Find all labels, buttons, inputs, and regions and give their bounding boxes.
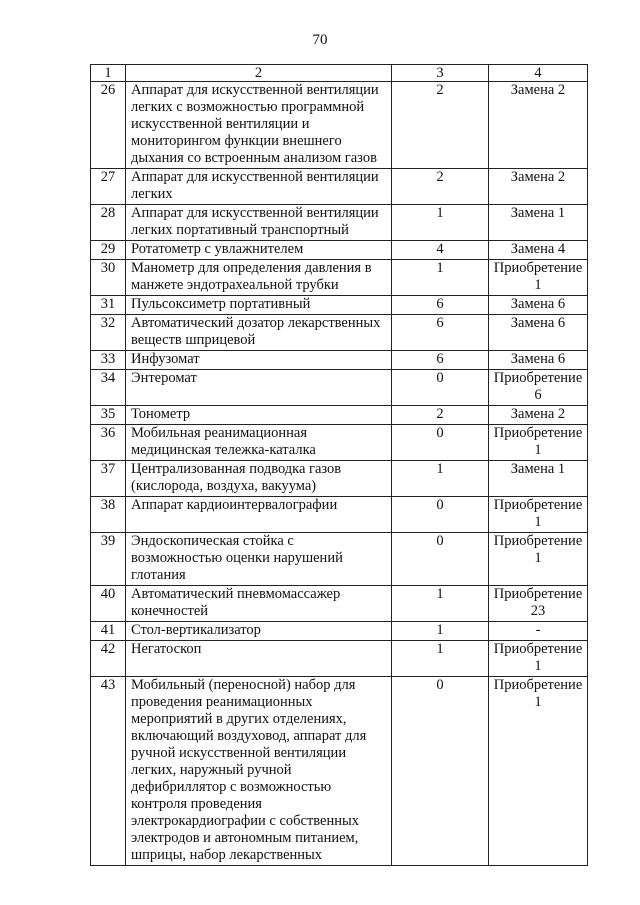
action-cell: Приобретение 1: [489, 677, 588, 866]
action-cell: Приобретение 23: [489, 586, 588, 622]
table-body: [91, 82, 588, 866]
action-cell: Замена 2: [489, 406, 588, 425]
action-cell: Замена 2: [489, 82, 588, 169]
equipment-name-cell: Мобильный (переносной) набор для проведения реанимационных мероприятий в других отделениях, включающий воздуховод, аппарат для ручной искусственной вентиляции легких, наружный ручной дефибриллятор с возможностью контроля проведения электрокардиографии с собственных электродов и автономным питанием, шприцы, набор лекарственных: [126, 677, 392, 866]
action-cell: Приобретение 6: [489, 370, 588, 406]
equipment-name-cell: Ротатометр с увлажнителем: [126, 241, 392, 260]
equipment-table: [90, 64, 588, 866]
header-col-4: 4: [489, 65, 588, 82]
equipment-name-cell: Автоматический дозатор лекарственных веществ шприцевой: [126, 315, 392, 351]
row-number-cell: 37: [91, 461, 126, 497]
row-number-cell: 39: [91, 533, 126, 586]
action-cell: Приобретение 1: [489, 497, 588, 533]
row-number-cell: 27: [91, 169, 126, 205]
row-number-cell: 28: [91, 205, 126, 241]
action-cell: Приобретение 1: [489, 425, 588, 461]
quantity-cell: 1: [392, 205, 489, 241]
equipment-name-cell: Стол-вертикализатор: [126, 622, 392, 641]
header-col-2: 2: [126, 65, 392, 82]
row-number-cell: 32: [91, 315, 126, 351]
table-row: [91, 677, 588, 866]
row-number-cell: 35: [91, 406, 126, 425]
quantity-cell: 4: [392, 241, 489, 260]
table-row: [91, 260, 588, 296]
row-number-cell: 31: [91, 296, 126, 315]
quantity-cell: 1: [392, 586, 489, 622]
table-row: [91, 641, 588, 677]
action-cell: Замена 2: [489, 169, 588, 205]
action-cell: Замена 6: [489, 296, 588, 315]
quantity-cell: 6: [392, 296, 489, 315]
equipment-name-cell: Аппарат кардиоинтервалографии: [126, 497, 392, 533]
row-number-cell: 38: [91, 497, 126, 533]
table-row: [91, 497, 588, 533]
row-number-cell: 41: [91, 622, 126, 641]
equipment-name-cell: Инфузомат: [126, 351, 392, 370]
table-row: [91, 622, 588, 641]
row-number-cell: 43: [91, 677, 126, 866]
action-cell: Замена 4: [489, 241, 588, 260]
quantity-cell: 2: [392, 406, 489, 425]
table-row: [91, 406, 588, 425]
table-row: [91, 315, 588, 351]
equipment-name-cell: Эндоскопическая стойка с возможностью оценки нарушений глотания: [126, 533, 392, 586]
equipment-name-cell: Мобильная реанимационная медицинская тележка-каталка: [126, 425, 392, 461]
row-number-cell: 36: [91, 425, 126, 461]
table-row: [91, 241, 588, 260]
action-cell: Замена 1: [489, 205, 588, 241]
row-number-cell: 34: [91, 370, 126, 406]
quantity-cell: 0: [392, 677, 489, 866]
row-number-cell: 26: [91, 82, 126, 169]
equipment-name-cell: Аппарат для искусственной вентиляции легких: [126, 169, 392, 205]
equipment-name-cell: Тонометр: [126, 406, 392, 425]
row-number-cell: 29: [91, 241, 126, 260]
quantity-cell: 2: [392, 169, 489, 205]
table-row: [91, 296, 588, 315]
equipment-name-cell: Аппарат для искусственной вентиляции легких портативный транспортный: [126, 205, 392, 241]
equipment-name-cell: Манометр для определения давления в манжете эндотрахеальной трубки: [126, 260, 392, 296]
row-number-cell: 40: [91, 586, 126, 622]
table-row: [91, 586, 588, 622]
quantity-cell: 1: [392, 260, 489, 296]
table-row: [91, 351, 588, 370]
quantity-cell: 6: [392, 351, 489, 370]
quantity-cell: 0: [392, 533, 489, 586]
quantity-cell: 0: [392, 425, 489, 461]
table-row: [91, 82, 588, 169]
quantity-cell: 0: [392, 497, 489, 533]
header-col-3: 3: [392, 65, 489, 82]
quantity-cell: 1: [392, 622, 489, 641]
table-row: [91, 205, 588, 241]
action-cell: -: [489, 622, 588, 641]
quantity-cell: 0: [392, 370, 489, 406]
action-cell: Приобретение 1: [489, 260, 588, 296]
equipment-name-cell: Централизованная подводка газов (кислорода, воздуха, вакуума): [126, 461, 392, 497]
equipment-name-cell: Пульсоксиметр портативный: [126, 296, 392, 315]
quantity-cell: 6: [392, 315, 489, 351]
action-cell: Замена 6: [489, 351, 588, 370]
table-row: [91, 169, 588, 205]
row-number-cell: 30: [91, 260, 126, 296]
quantity-cell: 1: [392, 461, 489, 497]
table-row: [91, 425, 588, 461]
equipment-name-cell: Аппарат для искусственной вентиляции легких с возможностью программной искусственной вентиляции и мониторингом функции внешнего дыхания со встроенным анализом газов: [126, 82, 392, 169]
header-col-1: 1: [91, 65, 126, 82]
action-cell: Замена 1: [489, 461, 588, 497]
equipment-name-cell: Негатоскоп: [126, 641, 392, 677]
page-number: 70: [312, 32, 328, 48]
table-row: [91, 461, 588, 497]
action-cell: Приобретение 1: [489, 533, 588, 586]
row-number-cell: 42: [91, 641, 126, 677]
quantity-cell: 2: [392, 82, 489, 169]
action-cell: Приобретение 1: [489, 641, 588, 677]
quantity-cell: 1: [392, 641, 489, 677]
row-number-cell: 33: [91, 351, 126, 370]
action-cell: Замена 6: [489, 315, 588, 351]
equipment-name-cell: Автоматический пневмомассажер конечностей: [126, 586, 392, 622]
table-header-row: [91, 65, 588, 82]
table-row: [91, 370, 588, 406]
equipment-name-cell: Энтеромат: [126, 370, 392, 406]
table-row: [91, 533, 588, 586]
